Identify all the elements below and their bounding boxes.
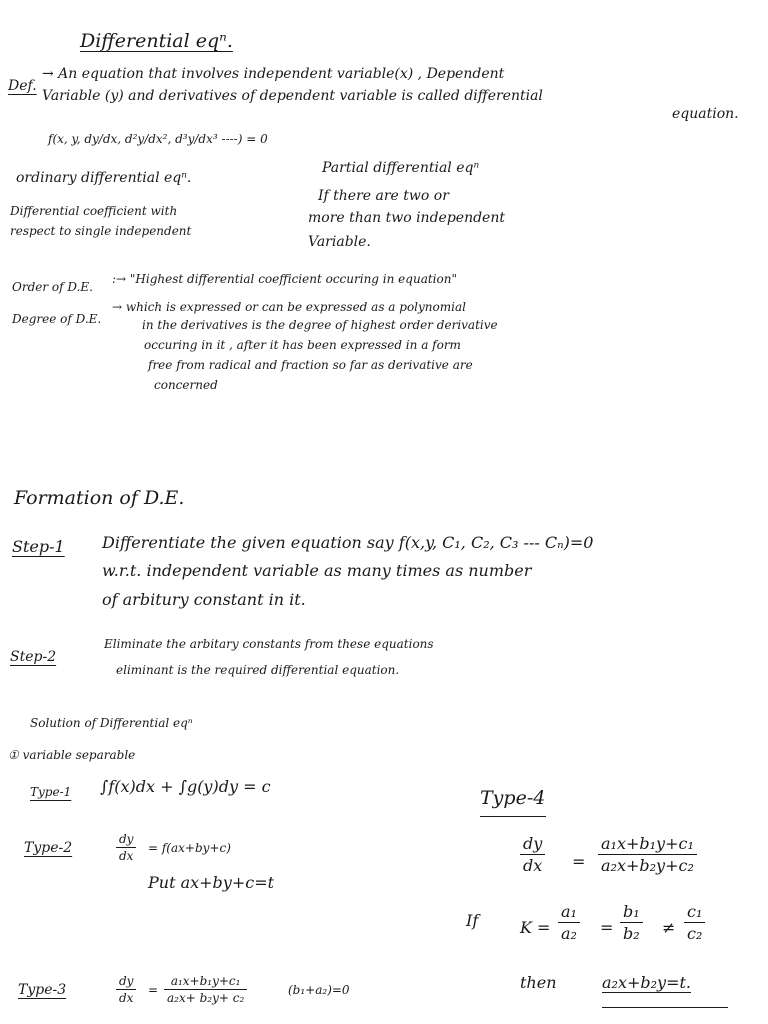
type4-rhs-denominator: a₂x+b₂y+c₂	[601, 856, 694, 875]
type4-not-equal: ≠	[662, 918, 676, 937]
pde-line-1: If there are two or	[318, 188, 449, 204]
step1-line-3: of arbitury constant in it.	[102, 590, 306, 609]
type4-ratio-a-denominator: a₂	[561, 924, 577, 943]
type3-rhs-denominator: a₂x+ b₂y+ c₂	[167, 991, 245, 1005]
definition-line-3: equation.	[672, 106, 739, 122]
step1-label: Step-1	[12, 537, 65, 556]
definition-label: Def.	[8, 78, 37, 94]
order-label: Order of D.E.	[12, 280, 93, 294]
degree-line-3: occuring in it , after it has been expressed in a form	[144, 338, 461, 352]
definition-line-2: Variable (y) and derivatives of dependent variable is called differential	[42, 88, 543, 104]
pde-line-2: more than two independent	[308, 210, 505, 226]
type4-k: K =	[520, 918, 551, 937]
type3-equals: =	[148, 983, 159, 997]
type3-condition: (b₁+a₂)=0	[288, 983, 350, 997]
type4-if: If	[466, 911, 479, 930]
type4-label: Type-4	[480, 787, 546, 809]
ode-line-2: respect to single independent	[10, 224, 192, 238]
type3-rhs-numerator: a₁x+b₁y+c₁	[164, 974, 247, 990]
type4-ratio-b-denominator: b₂	[623, 924, 640, 943]
page-title: Differential eqⁿ.	[80, 30, 233, 52]
step2-line-2: eliminant is the required differential equation.	[116, 663, 400, 677]
type4-rhs	[598, 834, 697, 875]
step2-line-1: Eliminate the arbitary constants from these equations	[104, 637, 434, 651]
type2-dydx-denominator: dx	[119, 849, 134, 863]
general-form-equation: f(x, y, dy/dx, d²y/dx², d³y/dx³ ----) = 0	[48, 132, 268, 146]
type2-label: Type-2	[24, 840, 73, 856]
type4-ratio-equals: =	[600, 918, 614, 937]
type4-equals: =	[572, 852, 586, 871]
pde-line-3: Variable.	[308, 234, 371, 250]
type2-dydx	[116, 832, 136, 863]
pde-title: Partial differential eqⁿ	[322, 160, 480, 176]
type4-dydx-numerator: dy	[520, 834, 545, 855]
type2-dydx-numerator: dy	[116, 832, 136, 848]
definition-line-1: → An equation that involves independent variable(x) , Dependent	[42, 66, 505, 82]
degree-line-4: free from radical and fraction so far as derivative are	[148, 358, 473, 372]
type3-dydx-denominator: dx	[119, 991, 134, 1005]
type3-label: Type-3	[18, 982, 67, 998]
method-variable-separable: ① variable separable	[8, 748, 136, 762]
type4-dydx-denominator: dx	[523, 856, 543, 875]
degree-line-5: concerned	[154, 378, 218, 392]
ode-title: ordinary differential eqⁿ.	[16, 170, 192, 186]
type4-dydx	[520, 834, 545, 875]
type4-ratio-a	[558, 902, 580, 943]
type4-ratio-c	[684, 902, 705, 943]
ode-line-1: Differential coefficient with	[10, 204, 178, 218]
type2-rhs: = f(ax+by+c)	[148, 841, 231, 855]
type1-equation: ∫f(x)dx + ∫g(y)dy = c	[100, 777, 271, 796]
type3-rhs	[164, 974, 247, 1005]
solution-title: Solution of Differential eqⁿ	[30, 716, 193, 730]
formation-title: Formation of D.E.	[14, 487, 185, 509]
type4-label-underline	[480, 816, 546, 817]
type4-ratio-c-denominator: c₂	[687, 924, 703, 943]
type3-dydx	[116, 974, 136, 1005]
type4-substitution-underline	[602, 1007, 728, 1008]
type4-substitution: a₂x+b₂y=t.	[602, 973, 691, 992]
type2-substitution: Put ax+by+c=t	[148, 873, 275, 892]
step1-line-1: Differentiate the given equation say f(x,y, C₁, C₂, C₃ --- Cₙ)=0	[102, 533, 594, 552]
step2-label: Step-2	[10, 649, 57, 665]
step1-line-2: w.r.t. independent variable as many times as number	[102, 561, 532, 580]
order-text: :→ "Highest differential coefficient occuring in equation"	[112, 272, 457, 286]
type4-ratio-c-numerator: c₁	[684, 902, 705, 923]
type4-ratio-b-numerator: b₁	[620, 902, 643, 923]
type4-then: then	[520, 973, 557, 992]
type4-rhs-numerator: a₁x+b₁y+c₁	[598, 834, 697, 855]
degree-label: Degree of D.E.	[12, 312, 102, 326]
type3-dydx-numerator: dy	[116, 974, 136, 990]
degree-line-1: → which is expressed or can be expressed as a polynomial	[112, 300, 466, 314]
degree-line-2: in the derivatives is the degree of highest order derivative	[142, 318, 498, 332]
type4-ratio-a-numerator: a₁	[558, 902, 580, 923]
type4-ratio-b	[620, 902, 643, 943]
type1-label: Type-1	[30, 785, 72, 799]
